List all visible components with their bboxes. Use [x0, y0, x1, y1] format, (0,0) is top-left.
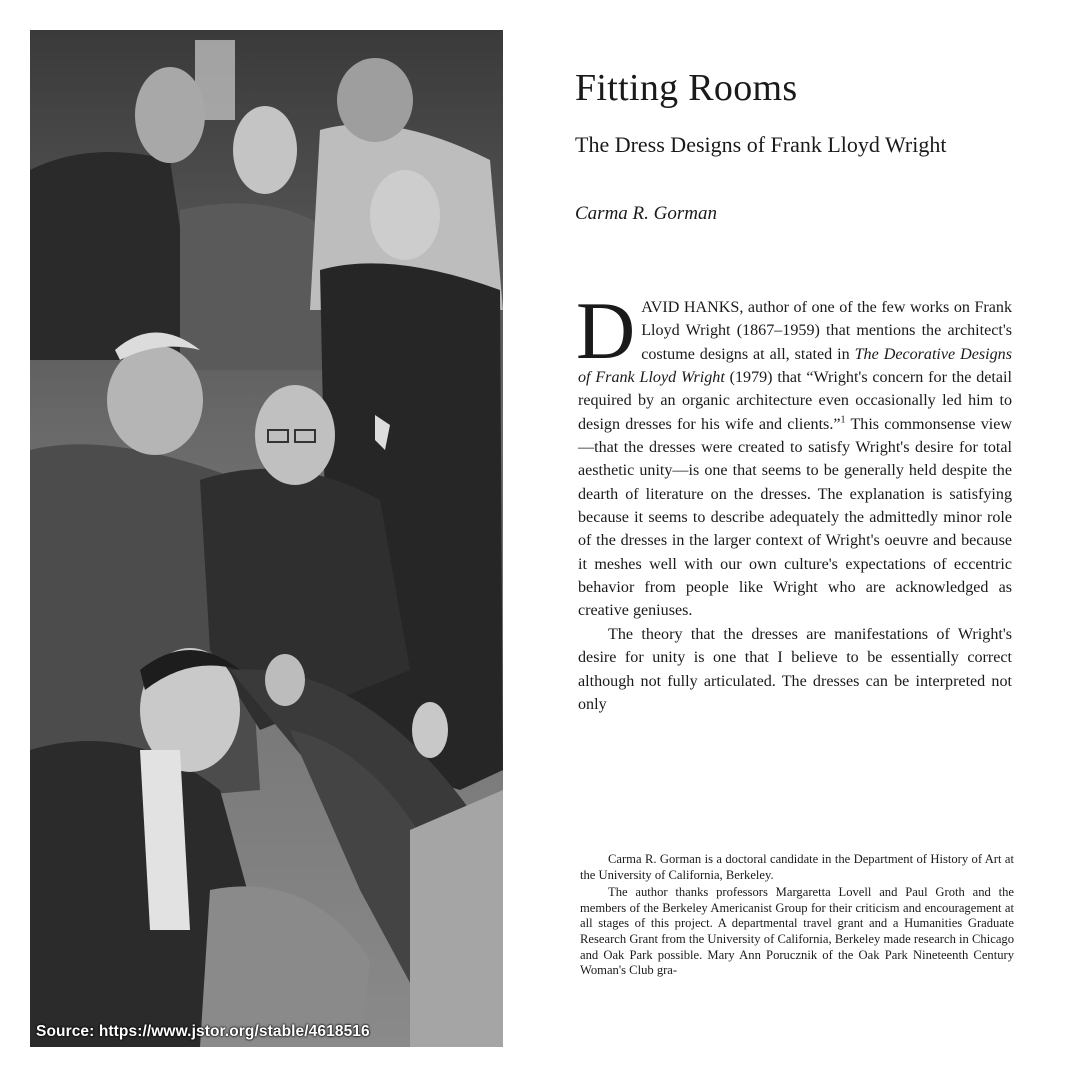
group-photograph	[30, 30, 503, 1047]
source-caption: Source: https://www.jstor.org/stable/4618516	[36, 1023, 370, 1040]
footnote-author-bio: Carma R. Gorman is a doctoral candidate in the Department of History of Art at the University of California, Berkeley.	[580, 852, 1014, 882]
paragraph-2: The theory that the dresses are manifestations of Wright's desire for unity is one that I believe to be essentially correct although not fully articulated. The dresses can be interpreted not only	[578, 625, 1012, 713]
footnote-marker: 1	[840, 414, 846, 426]
paragraph-1-part-b: (1979) that “Wright's concern for the detail required by an organic architecture even occasionally led him to design dresses for his wife and clients.”	[578, 369, 1012, 433]
article-title: Fitting Rooms	[575, 67, 798, 109]
book-title: The Decorative Designs of Frank Lloyd Wright	[578, 345, 1012, 387]
photo-illustration	[30, 30, 503, 1047]
article-body	[576, 285, 1013, 716]
paragraph-1-part-a: AVID HANKS, author of one of the few works on Frank Lloyd Wright (1867–1959) that mentions the architect's costume designs at all, stated in	[641, 299, 1012, 363]
footnote-acknowledgements: The author thanks professors Margaretta Lovell and Paul Groth and the members of the Berkeley Americanist Group for their criticism and encouragement at all stages of this project. A departmental travel grant and a Humanities Graduate Research Grant from the University of California, Berkeley made research in Chicago and Oak Park possible. Mary Ann Porucznik of the Oak Park Nineteenth Century Woman's Club gra-	[580, 885, 1014, 978]
footnotes	[580, 852, 1014, 981]
drop-cap: D	[576, 285, 636, 376]
article-author: Carma R. Gorman	[575, 203, 717, 224]
paragraph-1-part-c: This commonsense view—that the dresses were created to satisfy Wright's desire for total aesthetic unity—is one that seems to be generally held despite the dearth of literature on the dresses. The explanation is satisfying because it seems to describe adequately the admittedly minor role of the dresses in the larger context of Wright's oeuvre and because it meshes well with our own culture's expectations of eccentric behavior from people like Wright who are acknowledged as creative geniuses.	[578, 415, 1013, 620]
article-subtitle: The Dress Designs of Frank Lloyd Wright	[575, 132, 947, 157]
paragraph-1	[576, 285, 1013, 623]
